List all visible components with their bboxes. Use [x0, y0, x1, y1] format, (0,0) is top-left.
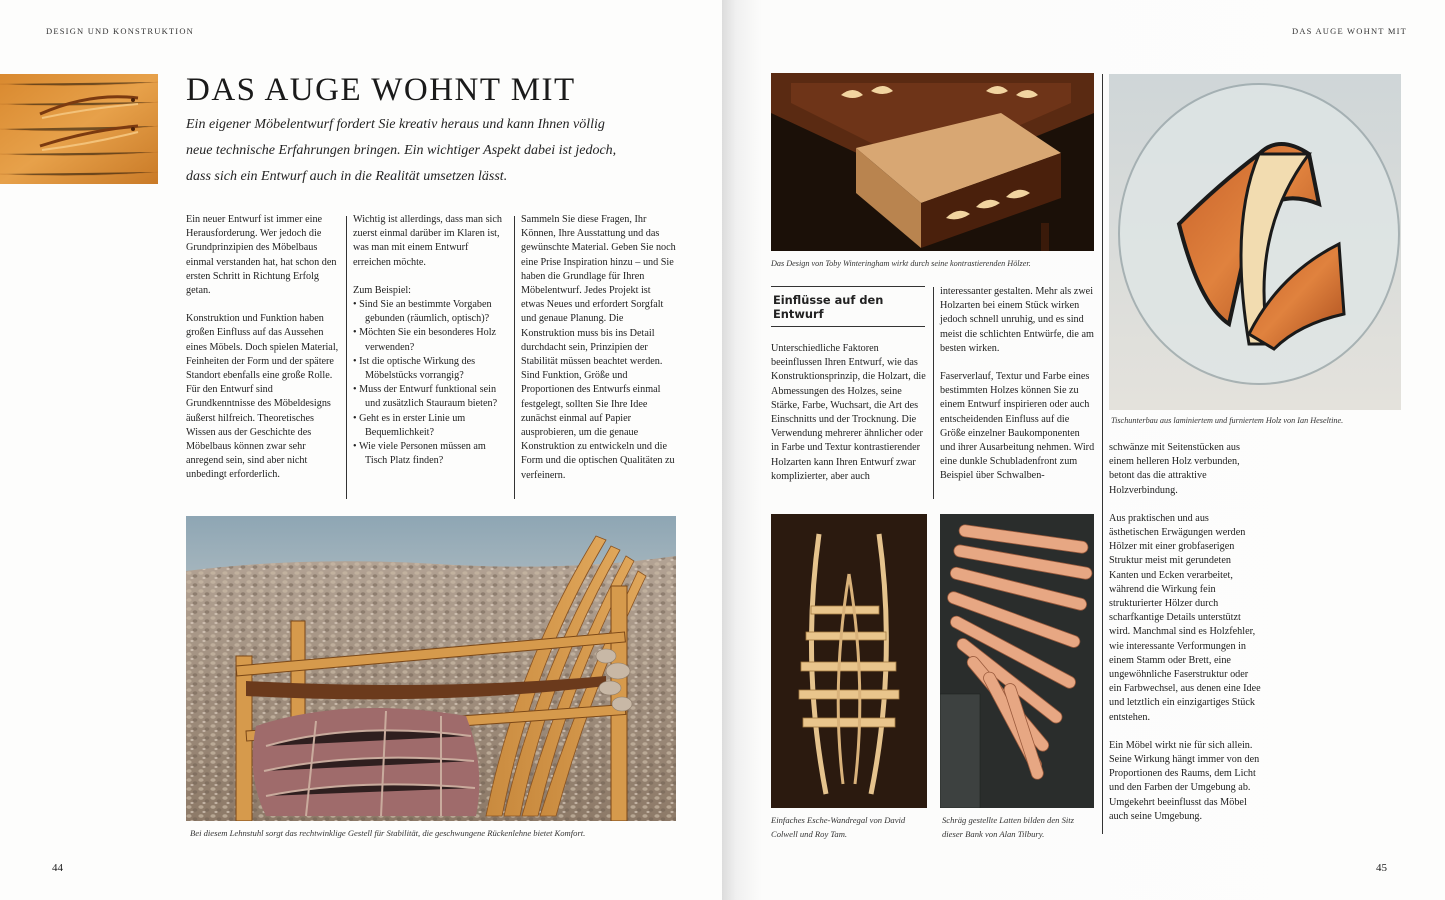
column-divider — [514, 216, 515, 499]
section-heading: Einflüsse auf den Entwurf — [771, 286, 925, 327]
page-number-right: 45 — [1376, 862, 1387, 874]
intro-line: dass sich ein Entwurf auch in die Realität umsetzen lässt. — [186, 169, 508, 184]
paragraph: Wichtig ist allerdings, dass man sich zuerst einmal darüber im Klaren ist, was man mit einem Entwurf erreichen möchte. — [353, 214, 502, 268]
column-divider — [1102, 74, 1103, 834]
running-head-left: DESIGN UND KONSTRUKTION — [46, 26, 195, 36]
drawer-caption: Das Design von Toby Winteringham wirkt durch seine kontrastierenden Hölzer. — [771, 259, 1031, 268]
text-column-b — [940, 285, 1096, 498]
page-number-left: 44 — [52, 862, 63, 874]
table-caption: Tischunterbau aus laminiertem und furniertem Holz von Ian Heseltine. — [1111, 416, 1344, 425]
paragraph: Faserverlauf, Textur und Farbe eines bestimmten Holzes können Sie zu einem Entwurf inspirieren oder auch entscheidenden Einfluss auf die Größe einzelner Baukomponenten und ihrer Ausarbeitung nehmen. Wird eine dunkle Schubladenfront zum Beispiel über Schwalben- — [940, 371, 1095, 482]
intro-line: Ein eigener Möbelentwurf fordert Sie kreativ heraus und kann Ihnen völlig — [186, 117, 605, 132]
list-item: • Sind Sie an bestimmte Vorgaben gebunden (räumlich, optisch)? — [353, 298, 508, 326]
paragraph: Sammeln Sie diese Fragen, Ihr Können, Ihre Ausstattung und das gewünschte Material. Geben Sie noch eine Prise Inspiration hinzu – und Sie haben die Grundlage für Ihren Möbelentwurf. Jedes Projekt ist etwas Neues und erfordert Sorgfalt und genaue Planung. Die Konstruktion muss bis ins Detail durchdacht sein, Prinzipien der Stabilität müssen beachtet werden. Sind Funktion, Größe und Proportionen des Entwurfs einmal festgelegt, sollten Sie Ihre Idee zunächst einmal auf Papier ausprobieren, um die genaue Konstruktion zu entwickeln und die Form und die optischen Qualitäten zu verfeinern. — [521, 214, 676, 481]
paragraph: interessanter gestalten. Mehr als zwei Holzarten bei einem Stück wirken jedoch schnell unruhig, und es sind meist die schlichten Entwürfe, die am besten wirken. — [940, 286, 1094, 354]
page-title: DAS AUGE WOHNT MIT — [186, 72, 576, 108]
text-column-3 — [521, 213, 676, 497]
bench-caption: Schräg gestellte Latten bilden den Sitz dieser Bank von Alan Tilbury. — [942, 815, 1074, 839]
list-item: • Möchten Sie ein besonderes Holz verwenden? — [353, 326, 508, 354]
shelf-caption: Einfaches Esche-Wandregal von David Colwell und Roy Tam. — [771, 815, 906, 839]
paragraph: Ein neuer Entwurf ist immer eine Herausforderung. Wer jedoch die Grundprinzipien des Möbelbaus einmal verstanden hat, hat schon den ersten Schritt in Richtung Erfolg getan. — [186, 214, 337, 297]
list-item: • Muss der Entwurf funktional sein und zusätzlich Stauraum bieten? — [353, 383, 508, 411]
text-column-2 — [353, 213, 508, 468]
paragraph: schwänze mit Seitenstücken aus einem helleren Holz verbunden, betont das die attraktive Holzverbindung. — [1109, 442, 1240, 496]
text-column-c — [1109, 441, 1261, 838]
wood-joint-photo — [0, 74, 158, 184]
list-item: • Wie viele Personen müssen am Tisch Platz finden? — [353, 440, 508, 468]
column-divider — [346, 216, 347, 499]
paragraph: Konstruktion und Funktion haben großen Einfluss auf das Aussehen eines Möbels. Doch spielen Material, Feinheiten der Form und der spätere Standort ebenfalls eine große Rolle. Für den Entwurf sind Grundkenntnisse des Möbeldesigns äußerst hilfreich. Theoretisches Wissen aus der Geschichte des Möbelbaus können zwar sehr anregend sein, sind aber nicht unbedingt erforderlich. — [186, 313, 339, 481]
glass-table-photo — [1109, 74, 1401, 410]
right-page — [722, 0, 1445, 900]
paragraph: Unterschiedliche Faktoren beeinflussen Ihren Entwurf, wie das Konstruktionsprinzip, die Holzart, die Abmessungen des Holzes, seine Stärke, Farbe, Wuchsart, die Art des Einschnitts und der Trocknung. Die Verwendung mehrerer ähnlicher oder in Farbe und Textur kontrastierender Holzarten kann Ihren Entwurf zwar komplizierter, aber auch — [771, 343, 926, 482]
chair-photo — [186, 516, 676, 821]
bullet-list — [353, 298, 508, 468]
paragraph: Aus praktischen und aus ästhetischen Erwägungen werden Hölzer mit einer grobfaserigen Struktur meist mit gerundeten Kanten und Ecken verarbeitet, während die Wirkung fein strukturierter Hölzer durch scharfkantige Details unterstützt wird. Manchmal sind es Holzfehler, wie interessante Verformungen in einem Stamm oder Brett, eine ungewöhnliche Faserstruktur oder ein Farbwechsel, aus denen eine Idee und letztlich ein einzigartiges Stück entstehen. — [1109, 512, 1261, 723]
list-item: • Geht es in erster Linie um Bequemlichkeit? — [353, 412, 508, 440]
intro-line: neue technische Erfahrungen bringen. Ein wichtiger Aspekt dabei ist jedoch, — [186, 143, 617, 158]
drawer-photo — [771, 73, 1094, 251]
intro-text — [186, 112, 616, 190]
running-head-right: DAS AUGE WOHNT MIT — [1292, 26, 1408, 36]
shelf-photo — [771, 514, 927, 808]
paragraph: Ein Möbel wirkt nie für sich allein. Seine Wirkung hängt immer von den Proportionen des Raums, dem Licht und den Farben der Umgebung ab. Umgekehrt beeinflusst das Möbel auch seine Umgebung. — [1109, 739, 1260, 822]
chair-caption: Bei diesem Lehnstuhl sorgt das rechtwinklige Gestell für Stabilität, die geschwungene Rückenlehne bietet Komfort. — [190, 828, 586, 838]
column-divider — [933, 287, 934, 499]
left-page — [0, 0, 722, 900]
paragraph: Zum Beispiel: — [353, 284, 412, 296]
list-item: • Ist die optische Wirkung des Möbelstücks vorrangig? — [353, 355, 508, 383]
text-column-1 — [186, 213, 341, 497]
bench-photo — [940, 514, 1094, 808]
text-column-a — [771, 342, 927, 498]
